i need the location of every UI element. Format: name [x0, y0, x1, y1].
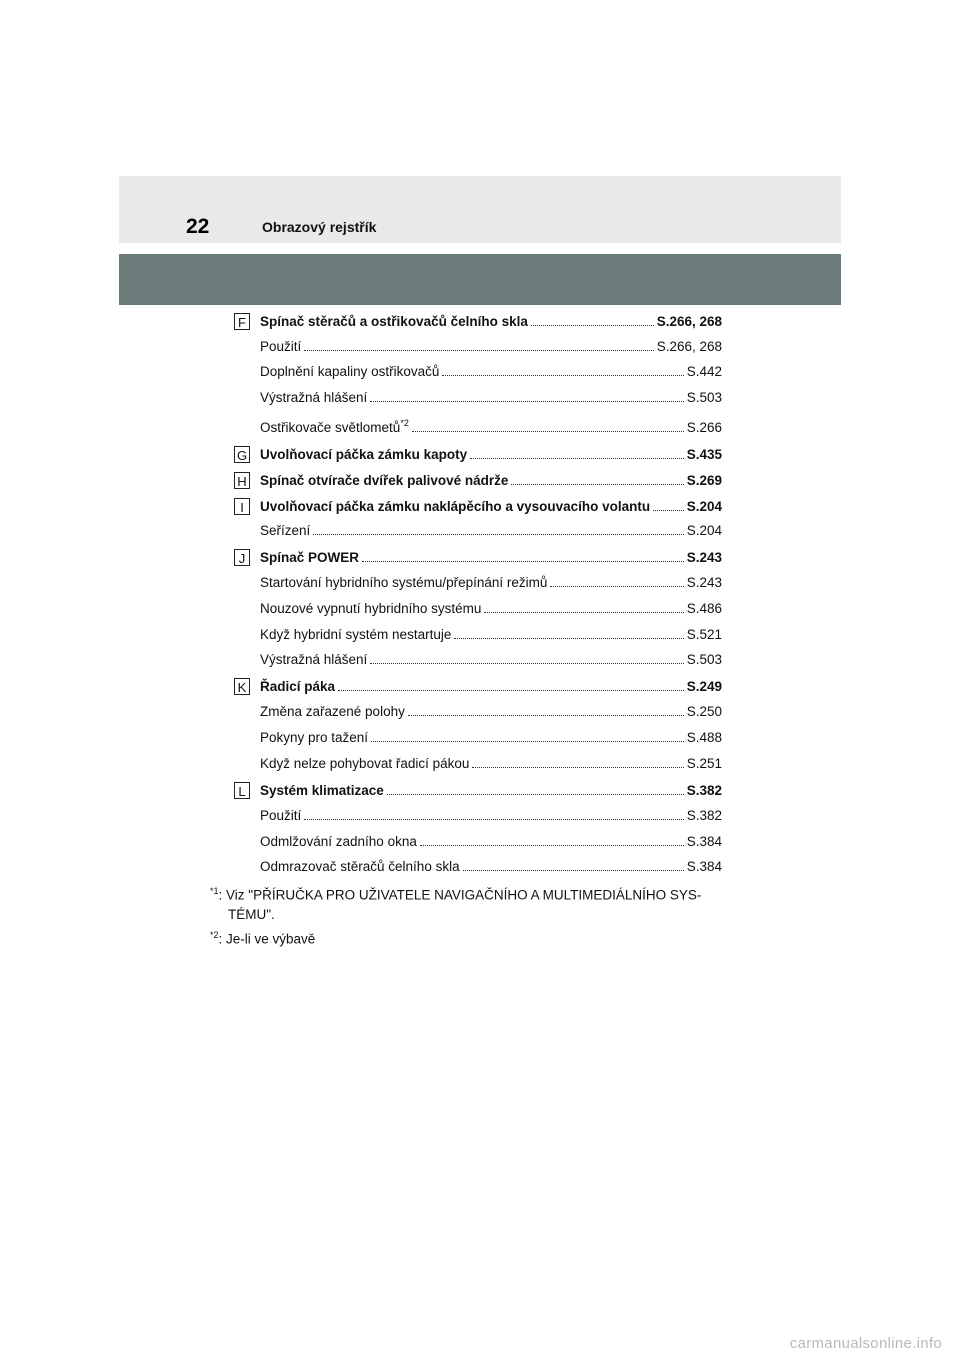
entry-page-ref: S.243 — [686, 575, 722, 590]
page-number: 22 — [186, 215, 210, 238]
index-subentry[interactable] — [260, 652, 722, 670]
footnote-2 — [210, 926, 750, 949]
section-letter-j: J — [234, 549, 250, 566]
entry-label: Pokyny pro tažení — [260, 730, 369, 745]
entry-label: Ostřikovače světlometů$^{*2}$ — [260, 418, 409, 435]
entry-page-ref: S.251 — [686, 756, 722, 771]
entry-page-ref: S.503 — [686, 390, 722, 405]
index-entry[interactable] — [260, 550, 722, 568]
page-title: Obrazový rejstřík — [262, 219, 377, 235]
footnote-text-cont: TÉMU". — [228, 906, 275, 922]
index-entry[interactable] — [260, 314, 722, 332]
section-letter-i: I — [234, 498, 250, 515]
entry-page-ref: S.488 — [686, 730, 722, 745]
index-subentry[interactable] — [260, 808, 722, 826]
entry-label: Uvolňovací páčka zámku naklápěcího a vysouvacího volantu — [260, 499, 651, 514]
entry-label: Použití — [260, 339, 302, 354]
entry-page-ref: S.266 — [686, 420, 722, 435]
footnote-1 — [210, 882, 750, 924]
watermark: carmanualsonline.info — [789, 1335, 942, 1352]
entry-page-ref: S.503 — [686, 652, 722, 667]
index-subentry[interactable] — [260, 834, 722, 852]
entry-page-ref: S.266, 268 — [656, 314, 722, 329]
entry-label: Spínač POWER — [260, 550, 360, 565]
entry-page-ref: S.442 — [686, 364, 722, 379]
section-letter-g: G — [234, 446, 250, 463]
entry-label: Spínač stěračů a ostřikovačů čelního skla — [260, 314, 528, 329]
entry-label: Seřízení — [260, 523, 311, 538]
section-letter-h: H — [234, 472, 250, 489]
footnote-text: : Viz "PŘÍRUČKA PRO UŽIVATELE NAVIGAČNÍHO A MULTIMEDIÁLNÍHO SYS- — [218, 887, 702, 903]
entry-page-ref: S.486 — [686, 601, 722, 616]
entry-label: Použití — [260, 808, 302, 823]
entry-page-ref: S.243 — [686, 550, 722, 565]
entry-label: Změna zařazené polohy — [260, 704, 405, 719]
index-subentry[interactable] — [260, 859, 722, 877]
entry-page-ref: S.384 — [686, 834, 722, 849]
section-letter-f: F — [234, 313, 250, 330]
entry-page-ref: S.204 — [686, 499, 722, 514]
index-subentry[interactable] — [260, 756, 722, 774]
index-entry[interactable] — [260, 783, 722, 801]
entry-page-ref: S.382 — [686, 783, 722, 798]
entry-label: Startování hybridního systému/přepínání režimů — [260, 575, 548, 590]
index-subentry[interactable] — [260, 704, 722, 722]
entry-label: Výstražná hlášení — [260, 652, 368, 667]
entry-label: Doplnění kapaliny ostřikovačů — [260, 364, 440, 379]
footnote-mark: *2 — [210, 930, 219, 940]
index-subentry[interactable] — [260, 575, 722, 593]
section-letter-l: L — [234, 782, 250, 799]
footnote-mark: *1 — [210, 886, 219, 896]
entry-page-ref: S.382 — [686, 808, 722, 823]
entry-page-ref: S.521 — [686, 627, 722, 642]
entry-page-ref: S.249 — [686, 679, 722, 694]
entry-label: Řadicí páka — [260, 679, 336, 694]
entry-label: Uvolňovací páčka zámku kapoty — [260, 447, 468, 462]
index-subentry[interactable] — [260, 523, 722, 541]
entry-label: Když nelze pohybovat řadicí pákou — [260, 756, 470, 771]
index-entry[interactable] — [260, 473, 722, 491]
entry-label: Když hybridní systém nestartuje — [260, 627, 452, 642]
entry-label: Výstražná hlášení — [260, 390, 368, 405]
entry-page-ref: S.269 — [686, 473, 722, 488]
entry-page-ref: S.204 — [686, 523, 722, 538]
footnote-text: : Je-li ve výbavě — [218, 931, 316, 947]
index-entry[interactable] — [260, 679, 722, 697]
entry-page-ref: S.435 — [686, 447, 722, 462]
index-subentry[interactable] — [260, 627, 722, 645]
entry-label: Systém klimatizace — [260, 783, 384, 798]
entry-page-ref: S.384 — [686, 859, 722, 874]
index-subentry[interactable] — [260, 420, 722, 438]
footnote-ref: *2 — [400, 418, 409, 428]
entry-label: Odmlžování zadního okna — [260, 834, 417, 849]
index-subentry[interactable] — [260, 730, 722, 748]
entry-label: Spínač otvírače dvířek palivové nádrže — [260, 473, 509, 488]
index-subentry[interactable] — [260, 601, 722, 619]
index-entry[interactable] — [260, 499, 722, 517]
entry-label: Odmrazovač stěračů čelního skla — [260, 859, 460, 874]
index-subentry[interactable] — [260, 339, 722, 357]
index-subentry[interactable] — [260, 390, 722, 408]
entry-label: Nouzové vypnutí hybridního systému — [260, 601, 482, 616]
index-subentry[interactable] — [260, 364, 722, 382]
index-entry[interactable] — [260, 447, 722, 465]
entry-page-ref: S.266, 268 — [656, 339, 722, 354]
entry-page-ref: S.250 — [686, 704, 722, 719]
section-letter-k: K — [234, 678, 250, 695]
